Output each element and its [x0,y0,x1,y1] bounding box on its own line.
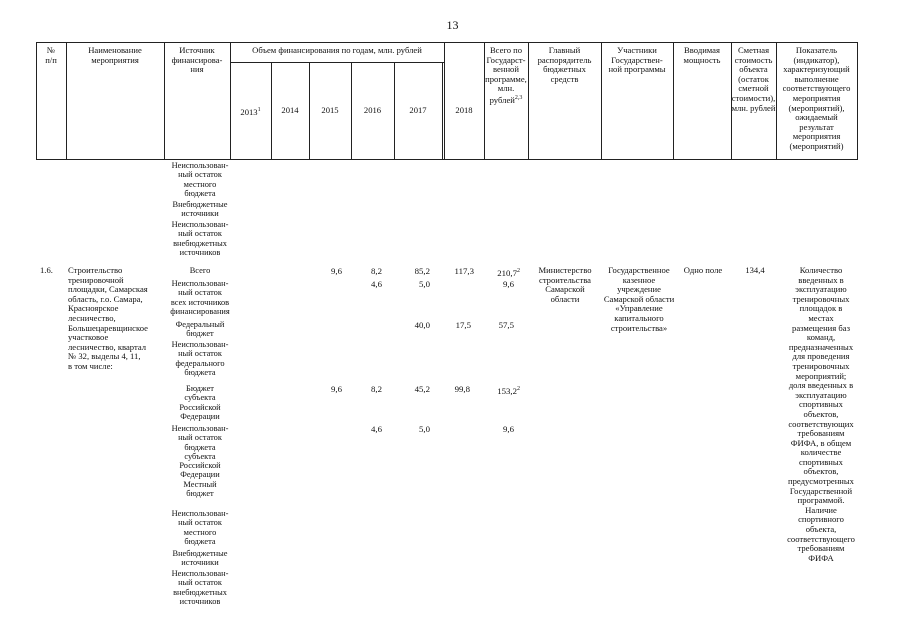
source-unused-federal: Неиспользован- ный остаток федерального бюджета [171,340,229,377]
source-unused-all: Неиспользован- ный остаток всех источников финансирования [170,279,230,316]
value-federal-2018: 17,5 [455,320,471,330]
header-year-2014: 2014 [281,105,299,115]
value-unused-all-2016: 4,6 [371,279,382,289]
row-number: 1.6. [40,265,53,275]
header-financing: Объем финансирования по годам, млн. рублей [252,45,422,55]
header-indicator: Показатель (индикатор), характеризующий выполнение соответствующего мероприятия (мероприятий), ожидаемый результат мероприятия (мероприятий) [782,45,851,151]
table-header [36,42,858,160]
header-total: Всего по Государст- венной программе, млн. рублей$^{2,3}$ [485,45,527,105]
continuation-source-3: Неиспользован- ный остаток внебюджетных источников [171,220,229,257]
value-regional-2018: 99,8 [454,384,470,394]
row-name: Строительство тренировочной площадки, Самарская область, г.о. Самара, Красноярское лесничество, Большецаревщинское участковое лесничество, квартал № 32, выделы 4, 11, в том числе: [68,265,148,371]
header-estimated-cost: Сметная стоимость объекта (остаток сметной стоимости), млн. рублей [731,45,776,113]
value-regional-2016: 8,2 [371,384,382,394]
source-extrabudget: Внебюджетные источники [172,549,228,568]
source-unused-regional: Неиспользован- ный остаток бюджета субъекта Российской Федерации [171,424,229,480]
header-year-2015: 2015 [321,105,339,115]
value-total-2018: 117,3 [454,266,474,276]
header-num: № п/п [45,45,57,65]
value-regional-2017: 45,2 [414,384,430,394]
header-year-2016: 2016 [363,105,382,115]
header-administrator: Главный распорядитель бюджетных средств [537,45,592,84]
row-indicator: Количество введенных в эксплуатацию тренировочных площадок в местах размещения баз команд, предназначенных для проведения тренировочных мероприятий; доля введенных в эксплуатацию спортивных объектов, соответствующих требованиям ФИФА, в общем количестве спортивных объектов, предусмотренных Государственной программой. Наличие спортивного объекта, соответствующего требованиям ФИФА [787,265,855,563]
header-year-2013: 2013$^1$ [240,106,261,117]
continuation-source-1: Неиспользован- ный остаток местного бюджета [171,161,229,198]
value-federal-2017: 40,0 [414,320,430,330]
value-unused-all-sum: 9,6 [503,279,514,289]
header-participants: Участники Государствен- ной программы [608,45,666,75]
header-year-2018: 2018 [455,105,473,115]
source-local: Местный бюджет [183,480,217,499]
source-unused-extrabudget: Неиспользован- ный остаток внебюджетных источников [171,569,229,606]
value-unused-regional-2016: 4,6 [371,424,382,434]
value-unused-regional-sum: 9,6 [503,424,514,434]
value-unused-all-2017: 5,0 [419,279,430,289]
source-federal: Федеральный бюджет [175,320,225,339]
source-unused-local: Неиспользован- ный остаток местного бюджета [171,509,229,546]
page-number: 13 [446,18,459,32]
header-year-2017: 2017 [409,105,427,115]
row-participants: Государственное казенное учреждение Самарской области «Управление капитального строительства» [603,265,675,333]
source-regional: Бюджет субъекта Российской Федерации [179,384,221,421]
value-total-2016: 8,2 [371,266,382,276]
row-estimated-cost: 134,4 [745,265,765,275]
value-regional-sum: 153,2$^2$ [497,385,520,396]
value-total-2017: 85,2 [414,266,430,276]
source-total: Всего [189,266,211,275]
value-total-2015: 9,6 [331,266,342,276]
row-capacity: Одно поле [683,265,723,275]
header-source: Источник финансирова- ния [171,45,223,75]
value-regional-2015: 9,6 [331,384,342,394]
value-federal-sum: 57,5 [498,320,514,330]
value-total-sum: 210,7$^2$ [497,267,520,278]
continuation-source-2: Внебюджетные источники [172,200,228,219]
header-capacity: Вводимая мощность [683,45,721,65]
row-administrator: Министерство строительства Самарской области [538,265,592,304]
value-unused-regional-2017: 5,0 [419,424,430,434]
header-name: Наименование мероприятия [88,45,142,65]
